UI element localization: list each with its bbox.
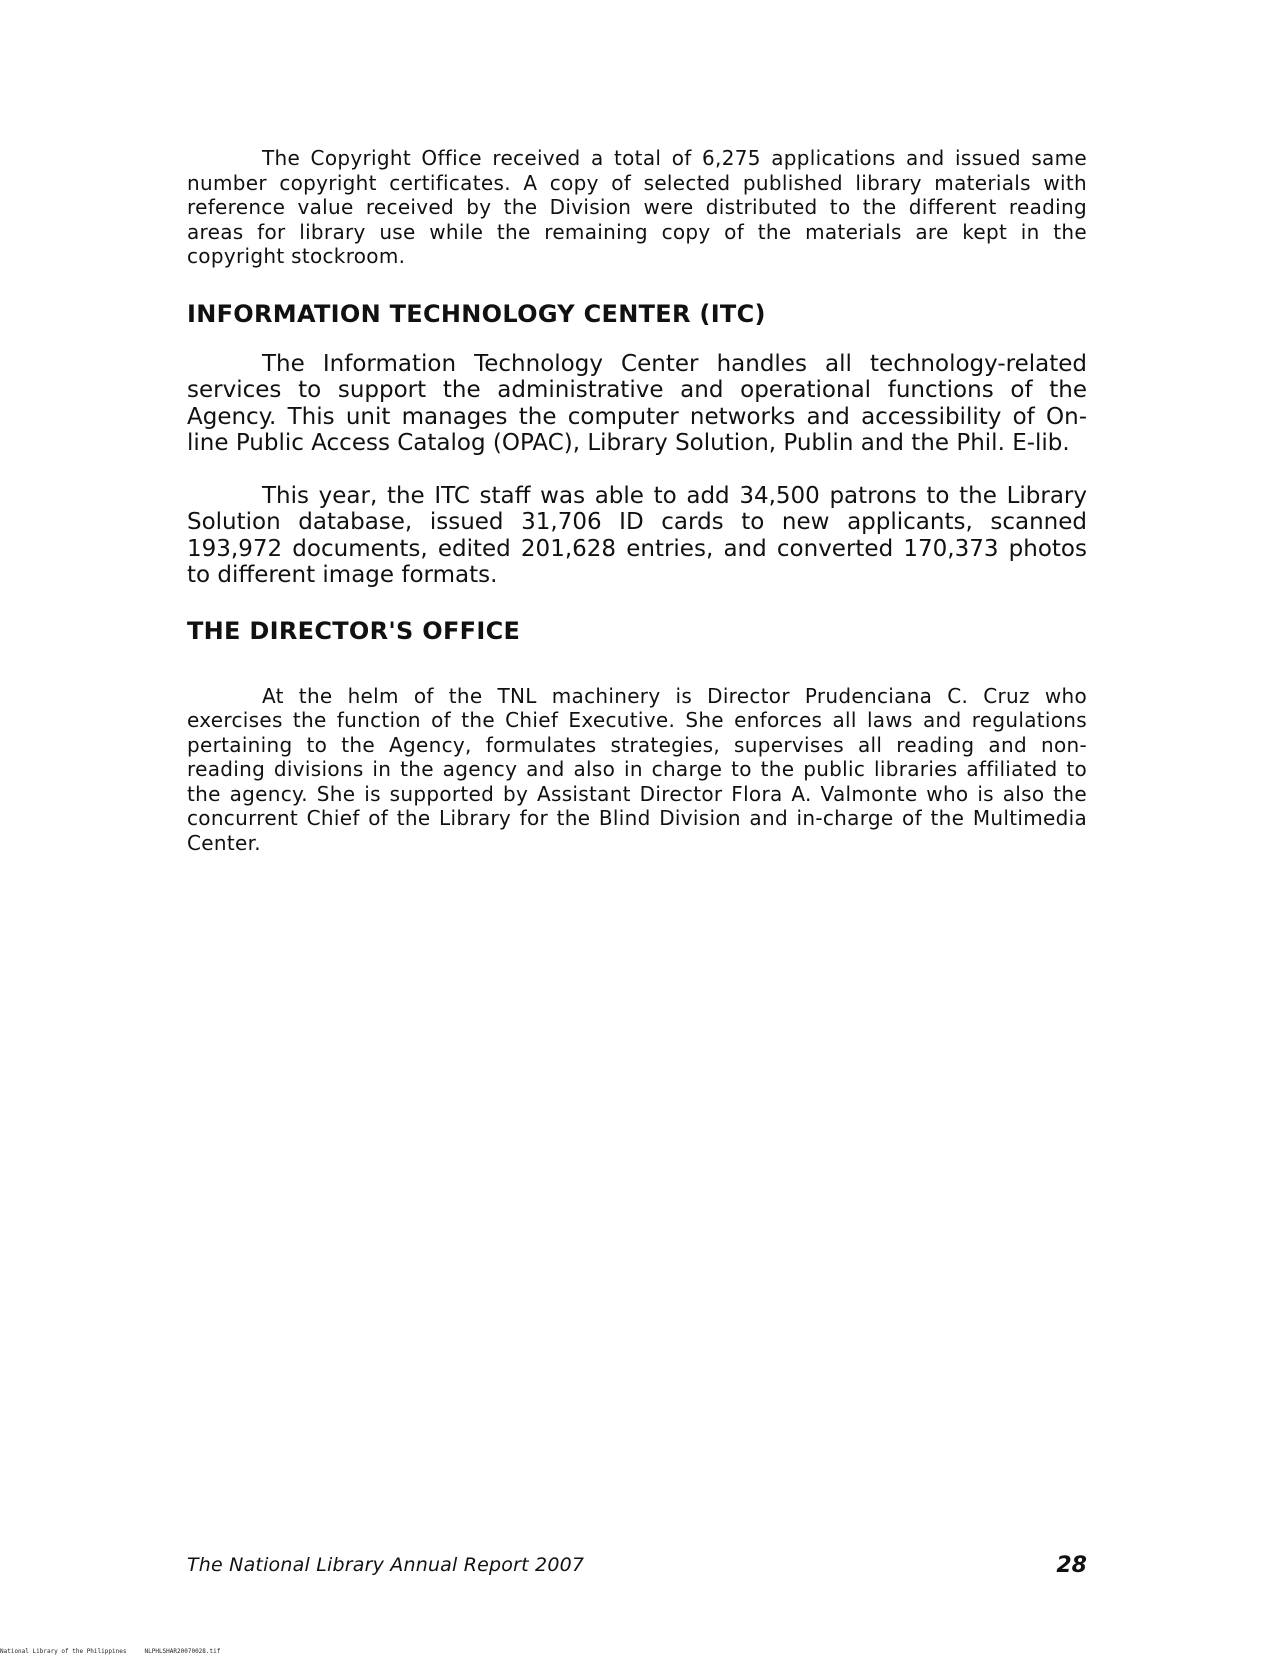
itc-heading: INFORMATION TECHNOLOGY CENTER (ITC) xyxy=(187,299,766,328)
copyright-paragraph: The Copyright Office received a total of 6,275 applications and issued same number copyright certificates. A copy of selected published library materials with reference value received by the Division were distributed to the different reading areas for library use while the remaining copy of the materials are kept in the copyright stockroom. xyxy=(187,146,1087,268)
page-body xyxy=(187,146,1087,855)
director-heading: THE DIRECTOR'S OFFICE xyxy=(187,616,521,645)
footer-report-title: The National Library Annual Report 2007 xyxy=(187,1554,585,1576)
itc-paragraph-1: The Information Technology Center handles all technology-related services to support the administrative and operational functions of the Agency. This unit manages the computer networks and accessibility of On-line Public Access Catalog (OPAC), Library Solution, Publin and the Phil. E-lib. xyxy=(187,350,1087,456)
director-paragraph: At the helm of the TNL machinery is Director Prudenciana C. Cruz who exercises the function of the Chief Executive. She enforces all laws and regulations pertaining to the Agency, formulates strategies, supervises all reading and non-reading divisions in the agency and also in charge to the public libraries affiliated to the agency. She is supported by Assistant Director Flora A. Valmonte who is also the concurrent Chief of the Library for the Blind Division and in-charge of the Multimedia Center. xyxy=(187,683,1087,855)
itc-paragraph-2: This year, the ITC staff was able to add 34,500 patrons to the Library Solution database, issued 31,706 ID cards to new applicants, scanned 193,972 documents, edited 201,628 entries, and converted 170,373 photos to different image formats. xyxy=(187,482,1087,588)
scan-institution: National Library of the Philippines xyxy=(0,1648,127,1655)
page-number: 28 xyxy=(1056,1553,1087,1578)
scan-filename: NLPHLSHAR20070028.tif xyxy=(144,1648,221,1655)
scan-metadata xyxy=(0,1648,220,1655)
